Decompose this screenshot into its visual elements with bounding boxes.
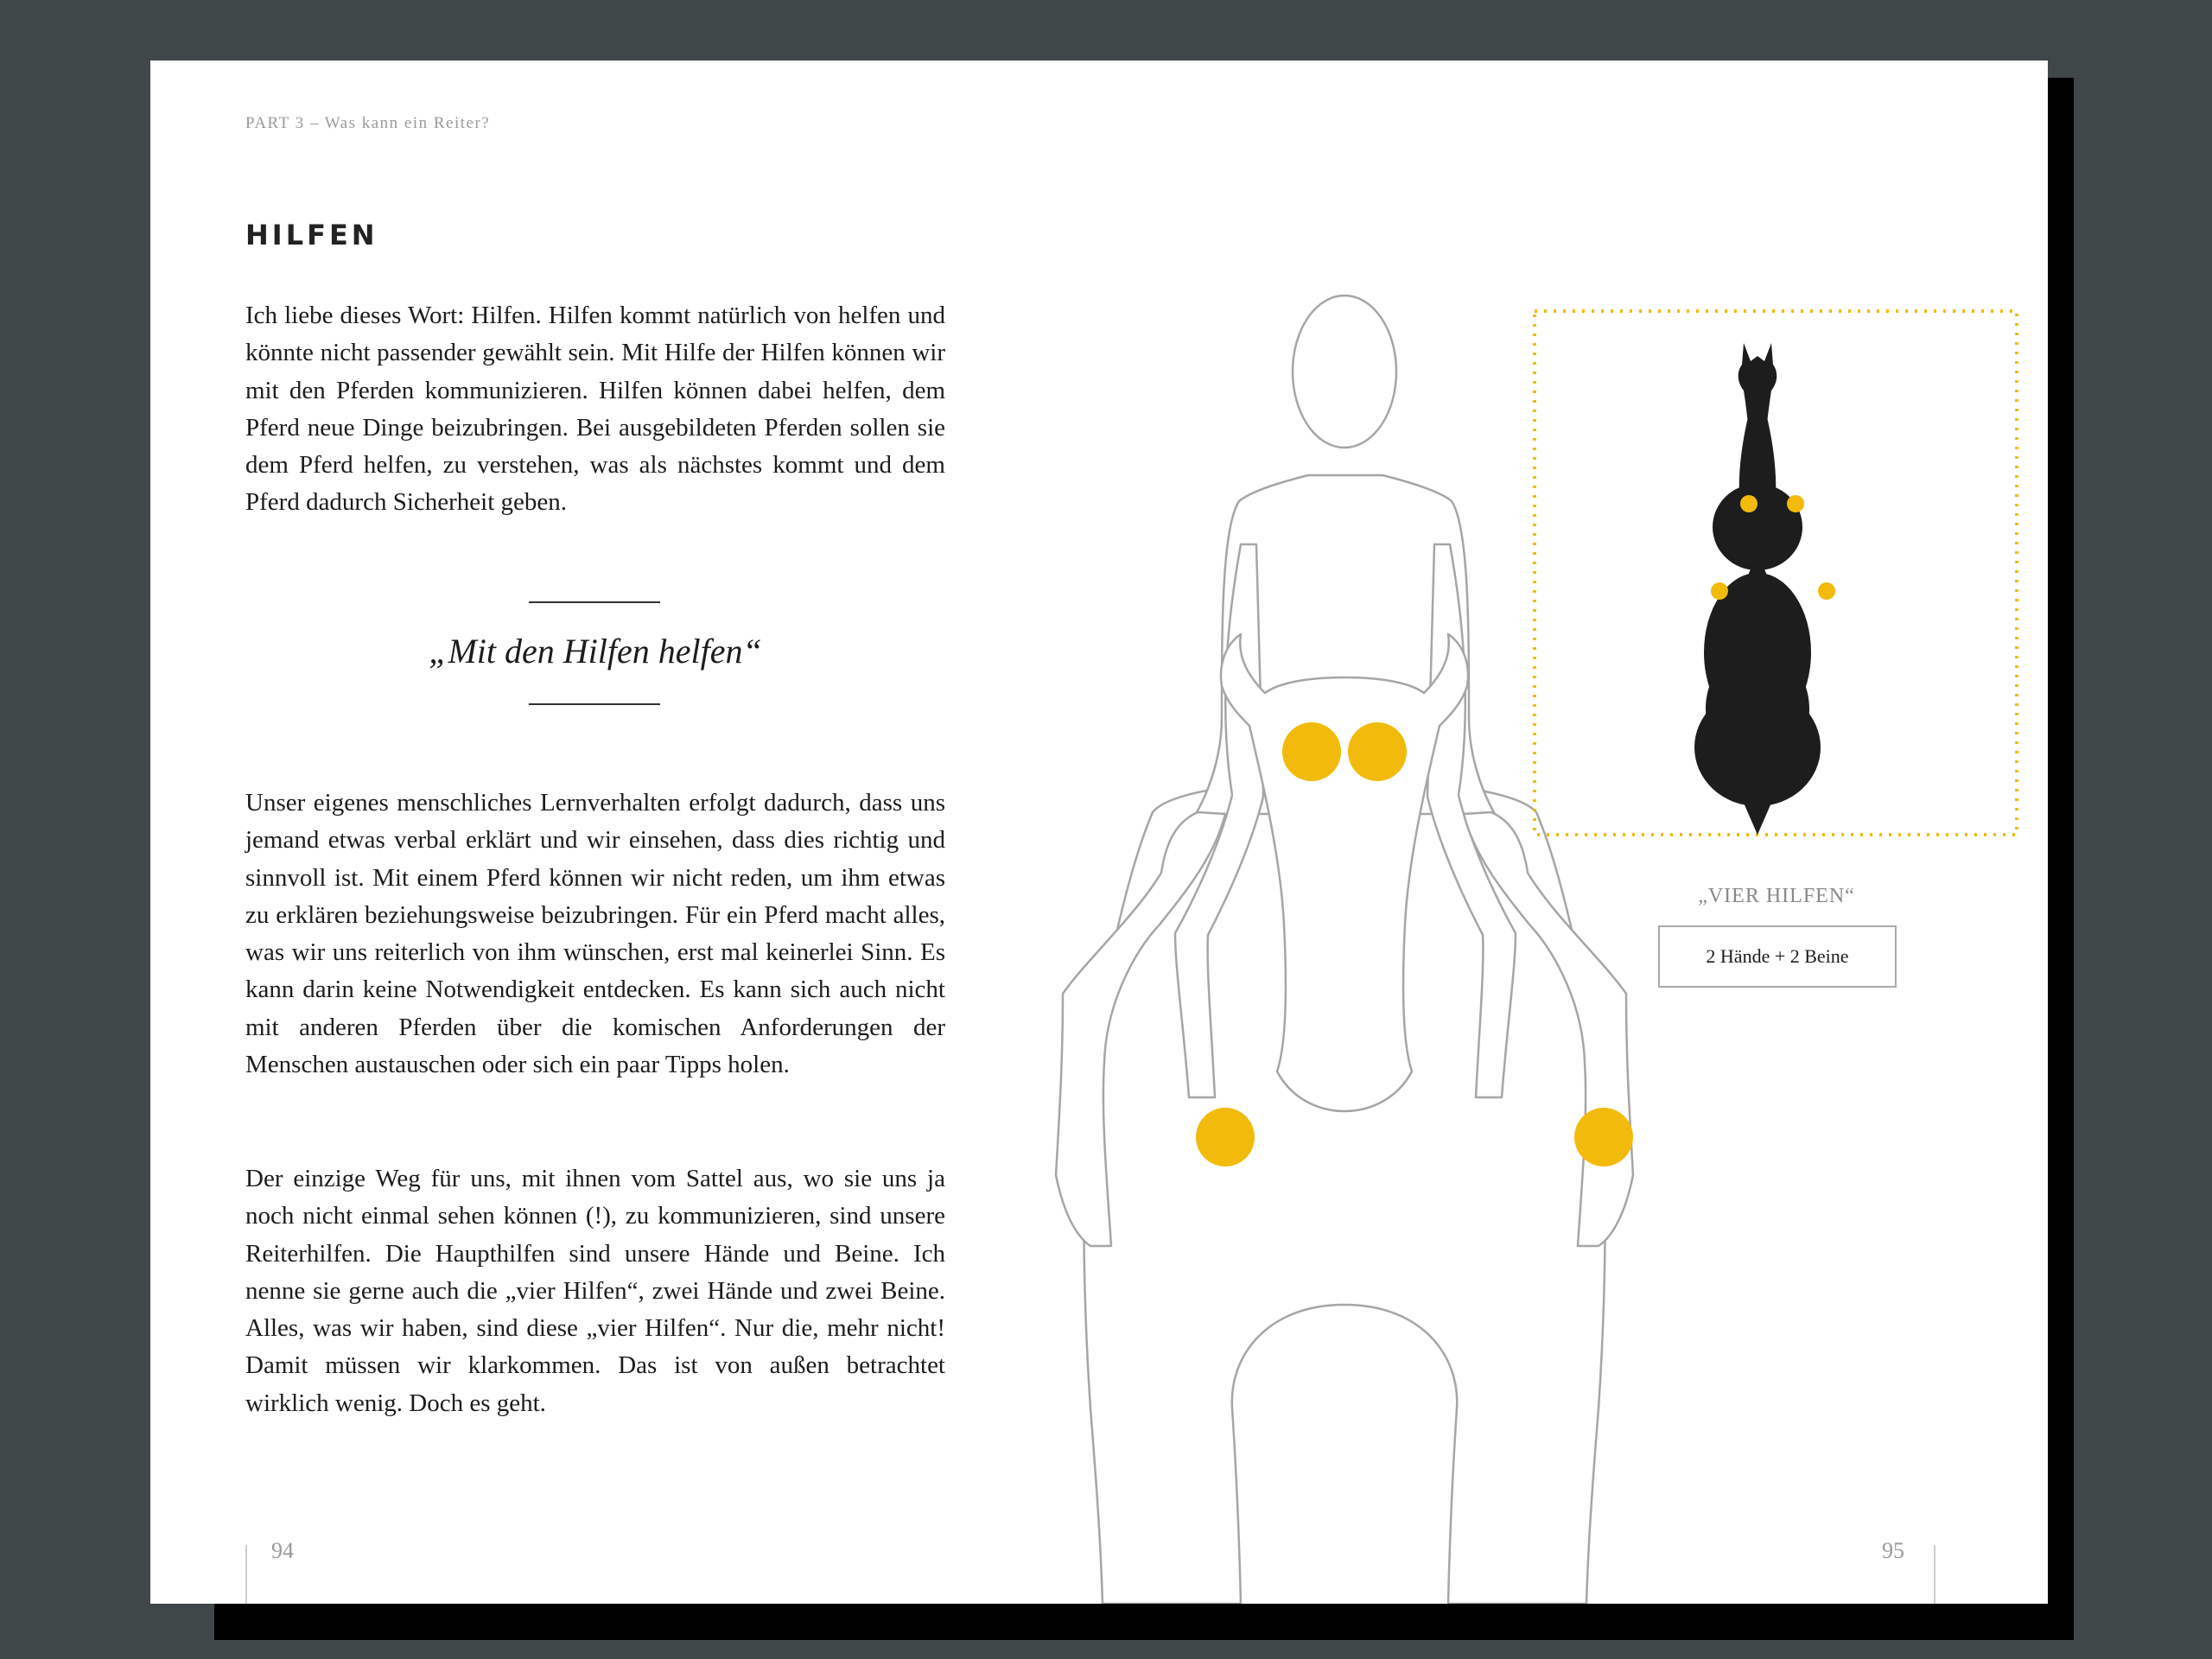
book-spread: [150, 60, 2048, 1604]
left-hand-aid-marker: [1282, 722, 1341, 781]
horse-top-tail: [1740, 795, 1775, 835]
top-left-leg-marker: [1711, 582, 1728, 600]
body-paragraph-2: Unser eigenes menschliches Lernverhalten erfolgt dadurch, dass uns jemand etwas verbal erklärt und wir einsehen, dass dies richtig und sinnvoll ist. Mit einem Pferd können wir nicht reden, um ihm etwas zu erklären beziehungsweise beizubringen. Für ein Pferd macht alles, was wir uns reiterlich von ihm wünschen, erst mal keinerlei Sinn. Es kann darin keine Notwendigkeit entdecken. Es kann sich auch nicht mit anderen Pferden über die komischen Anforderungen der Menschen austauschen oder sich ein paar Tipps holen.: [245, 789, 945, 1079]
horse-top-neck: [1739, 406, 1777, 510]
right-folio-rule: [1934, 1545, 1936, 1604]
page-number-right: 95: [1882, 1538, 1904, 1563]
right-leg-aid-marker: [1574, 1108, 1633, 1166]
pull-quote: „Mit den Hilfen helfen“: [429, 632, 762, 671]
body-paragraph-1: Ich liebe dieses Wort: Hilfen. Hilfen kommt natürlich von helfen und könnte nicht passender gewählt sein. Mit Hilfe der Hilfen können wir mit den Pferden kommunizieren. Hilfen können dabei helfen, dem Pferd neue Dinge beizubringen. Bei ausgebildeten Pferden sollen sie dem Pferd helfen, zu verstehen, was als nächstes kommt und dem Pferd dadurch Sicherheit geben.: [245, 302, 945, 517]
running-head: PART 3 – Was kann ein Reiter?: [245, 114, 491, 132]
top-right-leg-marker: [1818, 582, 1835, 600]
left-folio-rule: [245, 1545, 247, 1604]
rider-aids-illustration: [150, 60, 2048, 1604]
right-hand-aid-marker: [1348, 722, 1407, 781]
body-paragraph-3: Der einzige Weg für uns, mit ihnen vom Sattel aus, wo sie uns ja noch nicht einmal sehen können (!), zu kommunizieren, sind unsere Reiterhilfen. Die Haupthilfen sind unsere Hände und Beine. Ich nenne sie gerne auch die „vier Hilfen“, zwei Hände und zwei Beine. Alles, was wir haben, sind diese „vier Hilfen“. Nur die, mehr nicht! Damit müssen wir klarkommen. Das ist von außen betrachtet wirklich wenig. Doch es geht.: [245, 1165, 945, 1417]
section-title: HILFEN: [245, 219, 378, 251]
left-leg-aid-marker: [1196, 1108, 1255, 1166]
horse-top-hindquarters: [1694, 689, 1821, 806]
top-left-hand-marker: [1740, 495, 1758, 512]
figure-caption-box: 2 Hände + 2 Beine: [1658, 925, 1897, 988]
page-number-left: 94: [271, 1538, 294, 1563]
top-right-hand-marker: [1787, 495, 1804, 512]
rider-horse-outline: [1056, 296, 1633, 1604]
figure-caption-title: „VIER HILFEN“: [1698, 885, 1855, 907]
rider-head-outline: [1293, 296, 1396, 448]
